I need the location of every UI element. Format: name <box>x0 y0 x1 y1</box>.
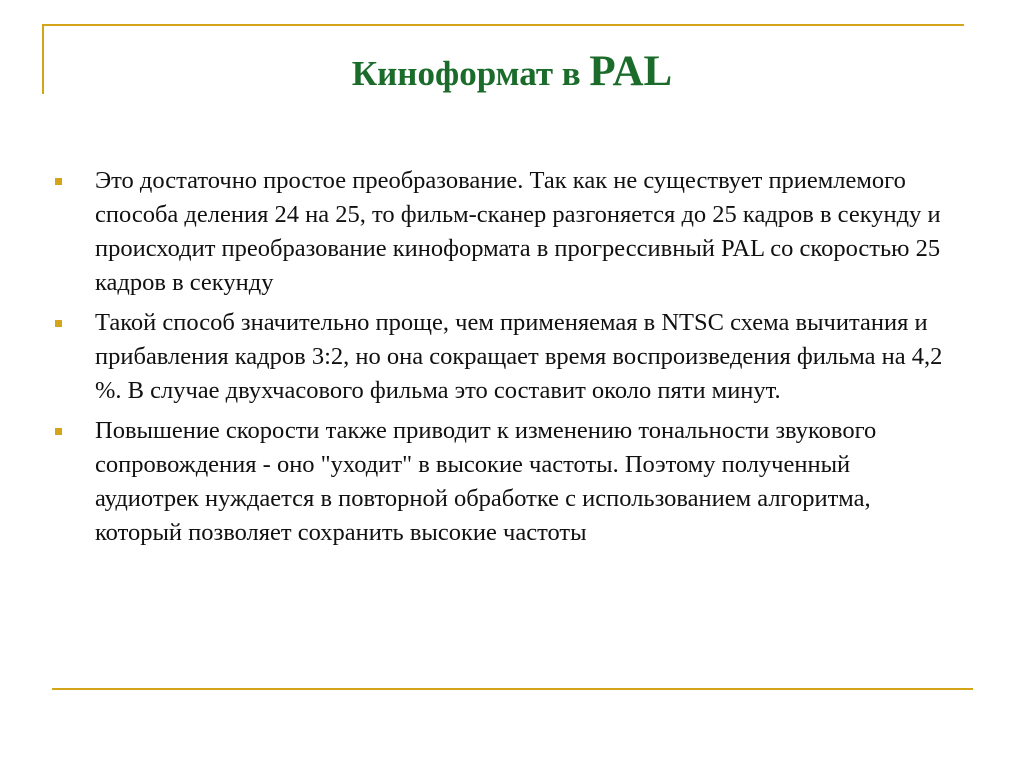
bottom-border-line <box>52 688 973 690</box>
list-item <box>0 306 955 408</box>
square-bullet-icon <box>55 320 62 327</box>
bullet-text: Повышение скорости также приводит к изменению тональности звукового сопровождения - оно "уходит" в высокие частоты. Поэтому полученный аудиотрек нуждается в повторной обработке с использованием алгоритма, который позволяет сохранить высокие частоты <box>95 417 877 546</box>
slide-title-main: Киноформат в <box>351 54 590 93</box>
bullet-text: Такой способ значительно проще, чем применяемая в NTSC схема вычитания и прибавления кадров 3:2, но она сокращает время воспроизведения фильма на 4,2 %. В случае двухчасового фильма это составит около пяти минут. <box>95 309 943 404</box>
list-item <box>0 414 955 550</box>
slide-title-accent: PAL <box>589 48 673 95</box>
bullet-list <box>0 164 955 556</box>
list-item <box>0 164 955 300</box>
bullet-text: Это достаточно простое преобразование. Так как не существует приемлемого способа деления 24 на 25, то фильм-сканер разгоняется до 25 кадров в секунду и происходит преобразование киноформата в прогрессивный PAL со скоростью 25 кадров в секунду <box>95 167 941 296</box>
slide-title <box>0 48 1024 95</box>
top-border-line <box>42 24 964 26</box>
square-bullet-icon <box>55 178 62 185</box>
square-bullet-icon <box>55 428 62 435</box>
